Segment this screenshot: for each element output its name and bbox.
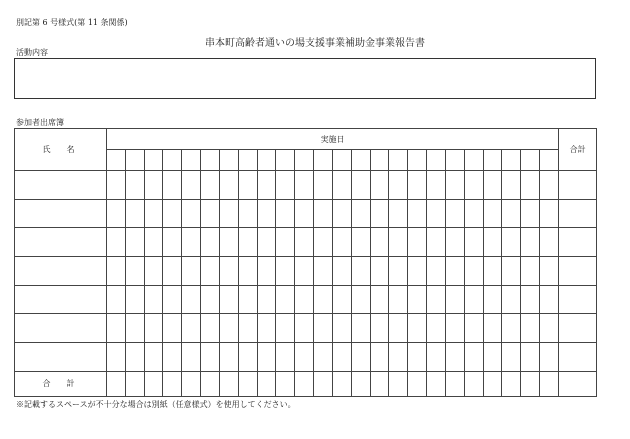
attendance-cell[interactable]: [351, 171, 370, 200]
participant-total-cell[interactable]: [559, 257, 597, 286]
date-total-cell[interactable]: [351, 371, 370, 396]
attendance-cell[interactable]: [408, 199, 427, 228]
attendance-cell[interactable]: [295, 228, 314, 257]
attendance-cell[interactable]: [295, 285, 314, 314]
date-cell[interactable]: [276, 150, 295, 171]
date-total-cell[interactable]: [314, 371, 333, 396]
attendance-cell[interactable]: [540, 199, 559, 228]
attendance-cell[interactable]: [201, 285, 220, 314]
date-cell[interactable]: [445, 150, 464, 171]
attendance-cell[interactable]: [314, 199, 333, 228]
attendance-cell[interactable]: [540, 314, 559, 343]
attendance-cell[interactable]: [351, 228, 370, 257]
date-cell[interactable]: [163, 150, 182, 171]
attendance-cell[interactable]: [314, 228, 333, 257]
attendance-cell[interactable]: [464, 314, 483, 343]
attendance-cell[interactable]: [219, 285, 238, 314]
participant-name-cell[interactable]: [15, 343, 107, 372]
attendance-cell[interactable]: [521, 343, 540, 372]
date-total-cell[interactable]: [389, 371, 408, 396]
attendance-cell[interactable]: [276, 343, 295, 372]
attendance-cell[interactable]: [219, 171, 238, 200]
attendance-cell[interactable]: [201, 228, 220, 257]
date-total-cell[interactable]: [238, 371, 257, 396]
date-cell[interactable]: [219, 150, 238, 171]
attendance-cell[interactable]: [144, 314, 163, 343]
attendance-cell[interactable]: [257, 314, 276, 343]
attendance-cell[interactable]: [163, 171, 182, 200]
attendance-cell[interactable]: [408, 171, 427, 200]
date-cell[interactable]: [201, 150, 220, 171]
attendance-cell[interactable]: [163, 343, 182, 372]
attendance-cell[interactable]: [540, 343, 559, 372]
attendance-cell[interactable]: [502, 314, 521, 343]
attendance-cell[interactable]: [483, 285, 502, 314]
attendance-cell[interactable]: [125, 228, 144, 257]
attendance-cell[interactable]: [163, 199, 182, 228]
attendance-cell[interactable]: [107, 171, 126, 200]
attendance-cell[interactable]: [445, 199, 464, 228]
participant-row: [15, 257, 597, 286]
attendance-cell[interactable]: [389, 314, 408, 343]
date-cell[interactable]: [502, 150, 521, 171]
attendance-cell[interactable]: [332, 285, 351, 314]
date-total-cell[interactable]: [163, 371, 182, 396]
attendance-cell[interactable]: [445, 314, 464, 343]
attendance-cell[interactable]: [389, 257, 408, 286]
attendance-cell[interactable]: [332, 343, 351, 372]
attendance-table: [14, 128, 597, 397]
attendance-cell[interactable]: [276, 314, 295, 343]
attendance-cell[interactable]: [182, 228, 201, 257]
attendance-cell[interactable]: [125, 171, 144, 200]
attendance-cell[interactable]: [182, 257, 201, 286]
attendance-cell[interactable]: [408, 285, 427, 314]
attendance-cell[interactable]: [464, 285, 483, 314]
participant-name-cell[interactable]: [15, 171, 107, 200]
attendance-cell[interactable]: [408, 314, 427, 343]
date-total-cell[interactable]: [201, 371, 220, 396]
attendance-cell[interactable]: [314, 314, 333, 343]
attendance-cell[interactable]: [144, 199, 163, 228]
attendance-cell[interactable]: [370, 199, 389, 228]
attendance-cell[interactable]: [332, 199, 351, 228]
attendance-cell[interactable]: [163, 228, 182, 257]
activity-content-box[interactable]: [14, 58, 596, 99]
attendance-cell[interactable]: [464, 199, 483, 228]
attendance-cell[interactable]: [351, 343, 370, 372]
attendance-cell[interactable]: [521, 257, 540, 286]
attendance-cell[interactable]: [521, 314, 540, 343]
attendance-cell[interactable]: [219, 343, 238, 372]
form-number: 別記第 6 号様式(第 11 条関係): [16, 18, 128, 27]
attendance-cell[interactable]: [144, 171, 163, 200]
attendance-cell[interactable]: [182, 343, 201, 372]
name-column-header: 氏 名: [15, 129, 107, 171]
attendance-cell[interactable]: [332, 257, 351, 286]
attendance-cell[interactable]: [502, 228, 521, 257]
header-row: [15, 129, 597, 150]
attendance-cell[interactable]: [163, 314, 182, 343]
attendance-cell[interactable]: [351, 257, 370, 286]
participant-total-cell[interactable]: [559, 199, 597, 228]
attendance-cell[interactable]: [351, 285, 370, 314]
attendance-cell[interactable]: [427, 228, 446, 257]
attendance-cell[interactable]: [163, 285, 182, 314]
attendance-cell[interactable]: [427, 257, 446, 286]
attendance-cell[interactable]: [238, 285, 257, 314]
attendance-cell[interactable]: [389, 228, 408, 257]
date-column-header: 実施日: [107, 129, 559, 150]
attendance-cell[interactable]: [464, 228, 483, 257]
attendance-cell[interactable]: [257, 343, 276, 372]
attendance-cell[interactable]: [502, 343, 521, 372]
attendance-cell[interactable]: [107, 199, 126, 228]
attendance-cell[interactable]: [107, 314, 126, 343]
attendance-cell[interactable]: [445, 257, 464, 286]
attendance-cell[interactable]: [464, 343, 483, 372]
attendance-cell[interactable]: [125, 257, 144, 286]
activity-label: 活動内容: [16, 48, 48, 57]
attendance-cell[interactable]: [295, 343, 314, 372]
attendance-cell[interactable]: [389, 199, 408, 228]
attendance-cell[interactable]: [182, 314, 201, 343]
date-total-cell[interactable]: [144, 371, 163, 396]
attendance-cell[interactable]: [370, 228, 389, 257]
footnote: ※記載するスペースが不十分な場合は別紙（任意様式）を使用してください。: [16, 400, 296, 409]
attendance-cell[interactable]: [238, 171, 257, 200]
date-total-cell[interactable]: [540, 371, 559, 396]
date-cell[interactable]: [370, 150, 389, 171]
attendance-cell[interactable]: [257, 228, 276, 257]
date-total-cell[interactable]: [483, 371, 502, 396]
date-cell[interactable]: [389, 150, 408, 171]
date-cell[interactable]: [332, 150, 351, 171]
attendance-cell[interactable]: [295, 199, 314, 228]
attendance-cell[interactable]: [107, 285, 126, 314]
total-row: [15, 371, 597, 396]
attendance-cell[interactable]: [540, 257, 559, 286]
document-title: 串本町高齢者通いの場支援事業補助金事業報告書: [205, 38, 425, 49]
date-total-cell[interactable]: [445, 371, 464, 396]
attendance-cell[interactable]: [276, 228, 295, 257]
date-total-cell[interactable]: [257, 371, 276, 396]
attendance-cell[interactable]: [276, 257, 295, 286]
participant-row: [15, 228, 597, 257]
attendance-cell[interactable]: [125, 199, 144, 228]
participant-name-cell[interactable]: [15, 314, 107, 343]
date-total-cell[interactable]: [125, 371, 144, 396]
attendance-cell[interactable]: [107, 343, 126, 372]
attendance-cell[interactable]: [182, 199, 201, 228]
participant-row: [15, 314, 597, 343]
date-total-cell[interactable]: [276, 371, 295, 396]
date-cell[interactable]: [540, 150, 559, 171]
attendance-cell[interactable]: [314, 257, 333, 286]
attendance-cell[interactable]: [238, 343, 257, 372]
date-total-cell[interactable]: [332, 371, 351, 396]
attendance-cell[interactable]: [521, 228, 540, 257]
attendance-cell[interactable]: [182, 171, 201, 200]
participant-total-cell[interactable]: [559, 285, 597, 314]
date-cell[interactable]: [295, 150, 314, 171]
attendance-cell[interactable]: [144, 285, 163, 314]
attendance-cell[interactable]: [201, 257, 220, 286]
attendance-label: 参加者出席簿: [16, 118, 64, 127]
participant-total-cell[interactable]: [559, 314, 597, 343]
participant-row: [15, 171, 597, 200]
date-cell[interactable]: [408, 150, 427, 171]
grand-total-cell[interactable]: [559, 371, 597, 396]
date-cell[interactable]: [125, 150, 144, 171]
attendance-cell[interactable]: [427, 171, 446, 200]
date-total-cell[interactable]: [464, 371, 483, 396]
date-total-cell[interactable]: [502, 371, 521, 396]
participant-total-cell[interactable]: [559, 171, 597, 200]
participant-name-cell[interactable]: [15, 257, 107, 286]
participant-total-cell[interactable]: [559, 228, 597, 257]
date-total-cell[interactable]: [219, 371, 238, 396]
attendance-cell[interactable]: [276, 171, 295, 200]
attendance-cell[interactable]: [163, 257, 182, 286]
date-cell[interactable]: [257, 150, 276, 171]
attendance-cell[interactable]: [107, 257, 126, 286]
attendance-cell[interactable]: [408, 228, 427, 257]
attendance-cell[interactable]: [276, 285, 295, 314]
attendance-cell[interactable]: [257, 199, 276, 228]
attendance-cell[interactable]: [427, 314, 446, 343]
attendance-cell[interactable]: [144, 257, 163, 286]
participant-name-cell[interactable]: [15, 199, 107, 228]
attendance-cell[interactable]: [389, 285, 408, 314]
attendance-cell[interactable]: [521, 285, 540, 314]
attendance-cell[interactable]: [314, 171, 333, 200]
date-cell[interactable]: [521, 150, 540, 171]
total-row-label: 合 計: [15, 371, 107, 396]
attendance-cell[interactable]: [219, 228, 238, 257]
attendance-cell[interactable]: [107, 228, 126, 257]
attendance-cell[interactable]: [445, 171, 464, 200]
date-total-cell[interactable]: [408, 371, 427, 396]
attendance-cell[interactable]: [427, 343, 446, 372]
participant-total-cell[interactable]: [559, 343, 597, 372]
attendance-cell[interactable]: [295, 257, 314, 286]
attendance-cell[interactable]: [445, 343, 464, 372]
participant-row: [15, 285, 597, 314]
attendance-cell[interactable]: [540, 228, 559, 257]
attendance-cell[interactable]: [427, 199, 446, 228]
date-total-cell[interactable]: [370, 371, 389, 396]
attendance-cell[interactable]: [370, 257, 389, 286]
attendance-cell[interactable]: [314, 343, 333, 372]
participant-name-cell[interactable]: [15, 285, 107, 314]
attendance-cell[interactable]: [201, 199, 220, 228]
attendance-cell[interactable]: [238, 314, 257, 343]
attendance-cell[interactable]: [502, 171, 521, 200]
date-total-cell[interactable]: [107, 371, 126, 396]
attendance-cell[interactable]: [332, 171, 351, 200]
attendance-cell[interactable]: [521, 171, 540, 200]
attendance-cell[interactable]: [144, 228, 163, 257]
participant-row: [15, 199, 597, 228]
date-cell[interactable]: [314, 150, 333, 171]
attendance-cell[interactable]: [201, 171, 220, 200]
date-cell[interactable]: [238, 150, 257, 171]
attendance-cell[interactable]: [219, 314, 238, 343]
attendance-cell[interactable]: [295, 314, 314, 343]
attendance-cell[interactable]: [445, 228, 464, 257]
attendance-cell[interactable]: [201, 314, 220, 343]
attendance-cell[interactable]: [257, 171, 276, 200]
attendance-cell[interactable]: [464, 257, 483, 286]
attendance-cell[interactable]: [370, 285, 389, 314]
attendance-cell[interactable]: [219, 257, 238, 286]
attendance-cell[interactable]: [483, 199, 502, 228]
attendance-cell[interactable]: [483, 228, 502, 257]
attendance-cell[interactable]: [445, 285, 464, 314]
attendance-cell[interactable]: [276, 199, 295, 228]
attendance-cell[interactable]: [238, 199, 257, 228]
attendance-cell[interactable]: [351, 314, 370, 343]
attendance-cell[interactable]: [125, 285, 144, 314]
attendance-cell[interactable]: [389, 171, 408, 200]
attendance-cell[interactable]: [502, 199, 521, 228]
attendance-cell[interactable]: [351, 199, 370, 228]
date-cell[interactable]: [464, 150, 483, 171]
attendance-cell[interactable]: [332, 314, 351, 343]
attendance-cell[interactable]: [408, 343, 427, 372]
attendance-cell[interactable]: [502, 285, 521, 314]
attendance-cell[interactable]: [483, 343, 502, 372]
attendance-cell[interactable]: [238, 228, 257, 257]
date-total-cell[interactable]: [427, 371, 446, 396]
attendance-cell[interactable]: [540, 285, 559, 314]
date-total-cell[interactable]: [295, 371, 314, 396]
attendance-cell[interactable]: [182, 285, 201, 314]
date-cell[interactable]: [427, 150, 446, 171]
attendance-cell[interactable]: [521, 199, 540, 228]
date-cell[interactable]: [182, 150, 201, 171]
attendance-cell[interactable]: [257, 257, 276, 286]
attendance-cell[interactable]: [257, 285, 276, 314]
attendance-cell[interactable]: [295, 171, 314, 200]
total-column-header: 合計: [559, 129, 597, 171]
attendance-cell[interactable]: [125, 314, 144, 343]
attendance-cell[interactable]: [238, 257, 257, 286]
date-cell[interactable]: [483, 150, 502, 171]
participant-row: [15, 343, 597, 372]
attendance-cell[interactable]: [483, 171, 502, 200]
attendance-cell[interactable]: [389, 343, 408, 372]
attendance-cell[interactable]: [370, 171, 389, 200]
date-cell[interactable]: [107, 150, 126, 171]
date-total-cell[interactable]: [182, 371, 201, 396]
attendance-cell[interactable]: [332, 228, 351, 257]
attendance-cell[interactable]: [464, 171, 483, 200]
attendance-cell[interactable]: [201, 343, 220, 372]
participant-name-cell[interactable]: [15, 228, 107, 257]
attendance-cell[interactable]: [314, 285, 333, 314]
attendance-cell[interactable]: [502, 257, 521, 286]
attendance-cell[interactable]: [483, 257, 502, 286]
attendance-cell[interactable]: [370, 343, 389, 372]
date-cell[interactable]: [144, 150, 163, 171]
date-total-cell[interactable]: [521, 371, 540, 396]
attendance-cell[interactable]: [540, 171, 559, 200]
attendance-cell[interactable]: [483, 314, 502, 343]
attendance-cell[interactable]: [144, 343, 163, 372]
attendance-cell[interactable]: [427, 285, 446, 314]
attendance-cell[interactable]: [219, 199, 238, 228]
attendance-cell[interactable]: [370, 314, 389, 343]
attendance-cell[interactable]: [408, 257, 427, 286]
attendance-cell[interactable]: [125, 343, 144, 372]
date-cell[interactable]: [351, 150, 370, 171]
